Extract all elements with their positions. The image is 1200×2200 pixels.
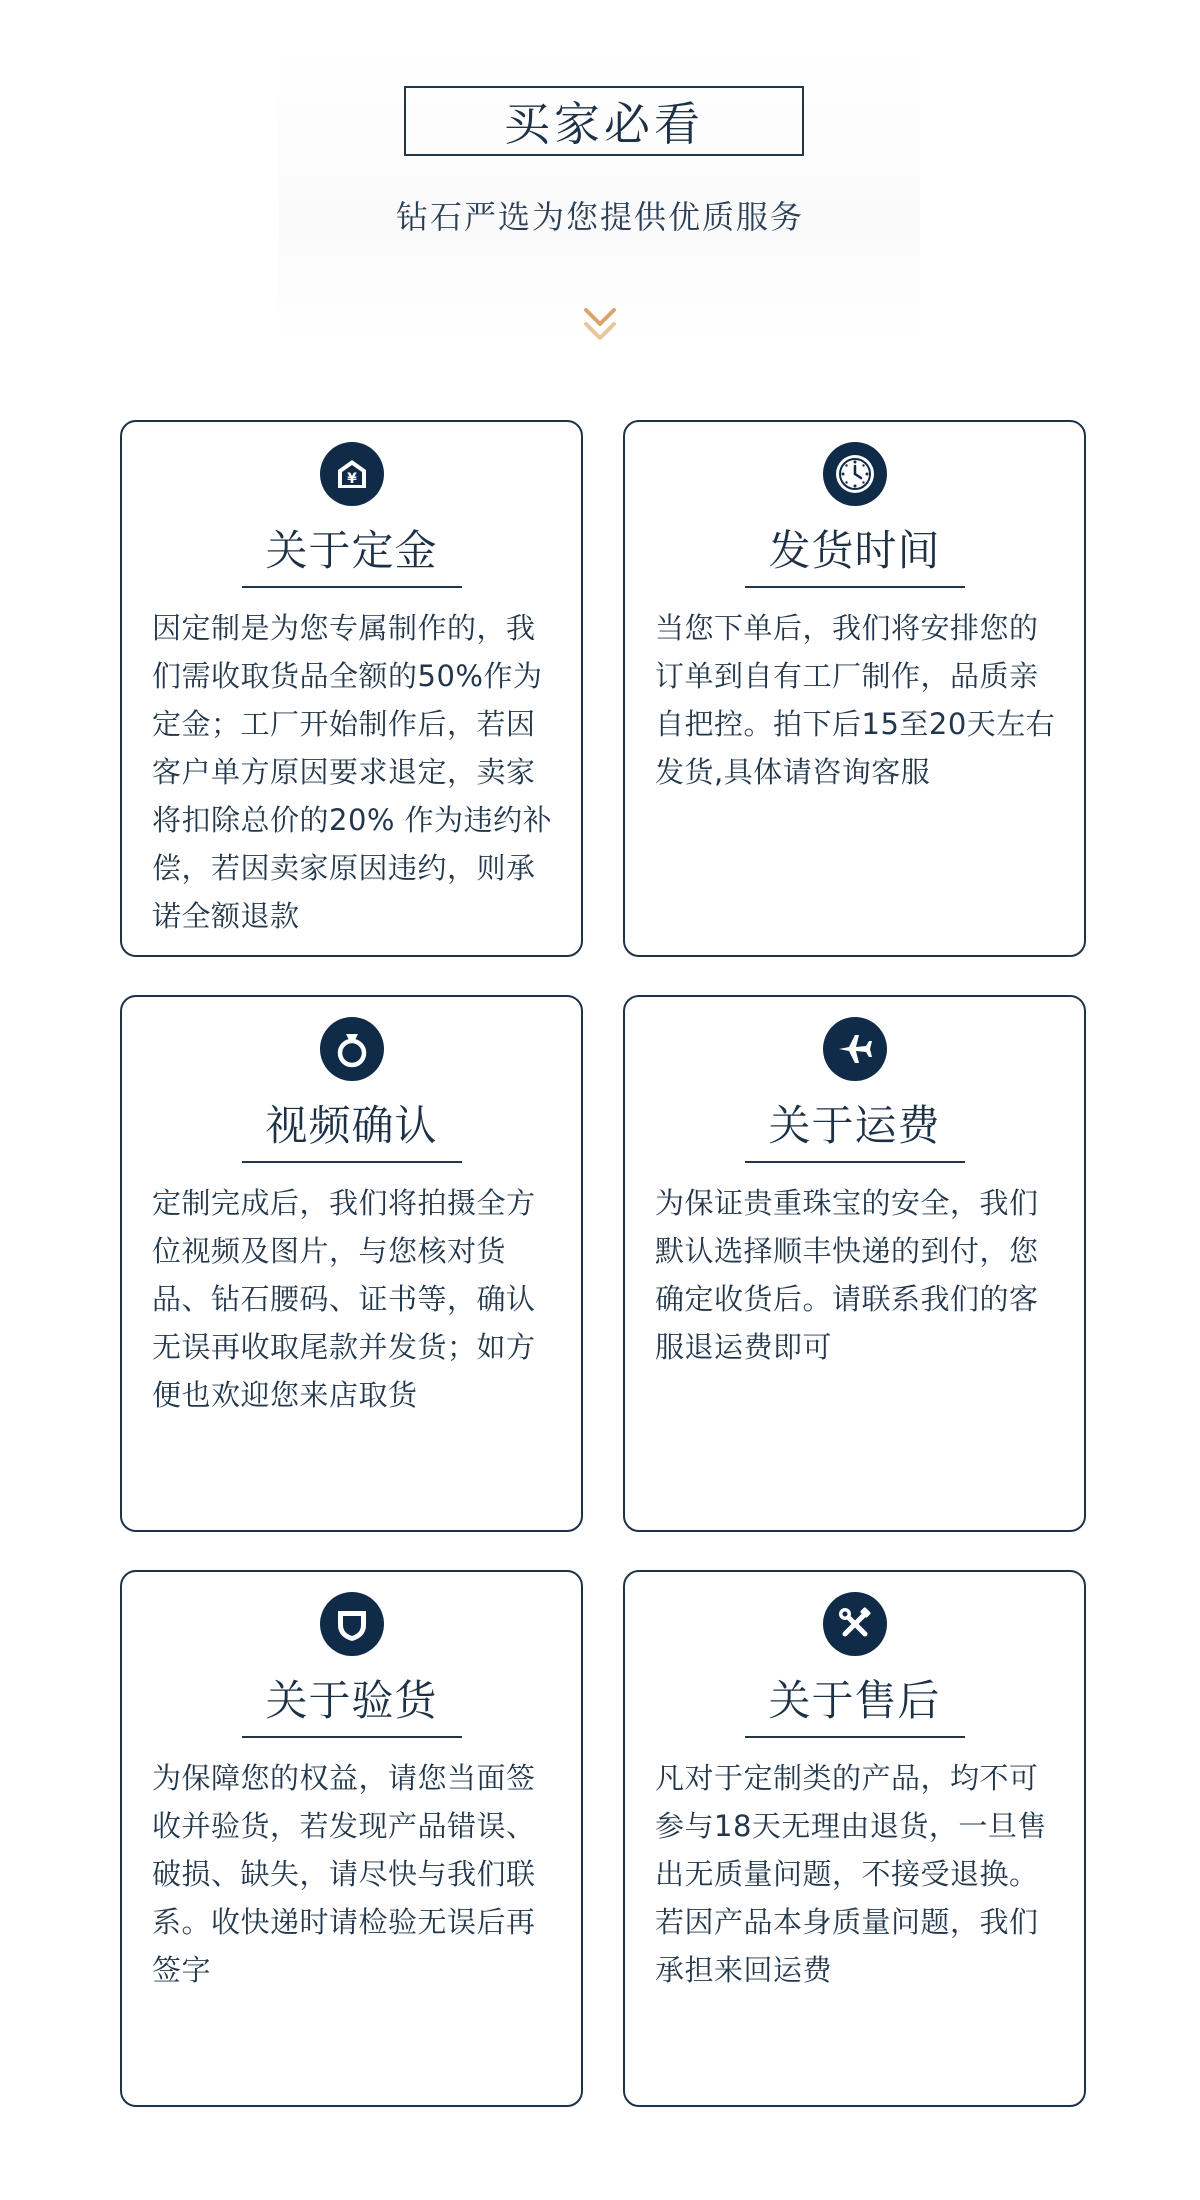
card-title: 发货时间 (768, 526, 941, 575)
tools-icon (823, 1592, 887, 1656)
card-description: 当您下单后，我们将安排您的订单到自有工厂制作，品质亲自把控。拍下后15至20天左右发货,具体请咨询客服 (655, 611, 1056, 789)
card-description: 定制完成后，我们将拍摄全方位视频及图片，与您核对货品、钻石腰码、证书等，确认无误再收取尾款并发货；如方便也欢迎您来店取货 (152, 1186, 536, 1412)
deposit-card (120, 420, 583, 957)
card-description: 因定制是为您专属制作的，我们需收取货品全额的50%作为定金；工厂开始制作后，若因客户单方原因要求退定，卖家将扣除总价的20% 作为违约补偿，若因卖家原因违约，则承诺全额退款 (152, 611, 553, 933)
card-title: 关于定金 (265, 526, 438, 575)
card-description: 为保障您的权益，请您当面签收并验货，若发现产品错误、破损、缺失，请尽快与我们联系。收快递时请检验无误后再签字 (152, 1761, 536, 1987)
money-envelope-icon (320, 442, 384, 506)
svg-text:¥: ¥ (346, 471, 357, 487)
after-sales-card (623, 1570, 1086, 2107)
video-confirm-card (120, 995, 583, 1532)
title-divider (745, 1161, 965, 1163)
card-description: 为保证贵重珠宝的安全，我们默认选择顺丰快递的到付，您确定收货后。请联系我们的客服退运费即可 (655, 1186, 1039, 1364)
title-divider (745, 586, 965, 588)
airplane-icon (823, 1017, 887, 1081)
ring-icon (320, 1017, 384, 1081)
title-divider (745, 1736, 965, 1738)
title-divider (242, 586, 462, 588)
shield-icon (320, 1592, 384, 1656)
card-title: 关于验货 (265, 1676, 438, 1725)
card-title: 关于售后 (768, 1676, 941, 1725)
double-chevron-down-icon (580, 302, 620, 346)
card-title: 视频确认 (265, 1101, 438, 1150)
page-title: 买家必看 (404, 86, 804, 156)
clock-icon (823, 442, 887, 506)
inspection-card (120, 1570, 583, 2107)
card-description: 凡对于定制类的产品，均不可参与18天无理由退货，一旦售出无质量问题，不接受退换。若因产品本身质量问题，我们承担来回运费 (655, 1761, 1047, 1987)
title-divider (242, 1161, 462, 1163)
title-divider (242, 1736, 462, 1738)
card-title: 关于运费 (768, 1101, 941, 1150)
page-subtitle: 钻石严选为您提供优质服务 (395, 198, 804, 236)
freight-card (623, 995, 1086, 1532)
shipping-time-card (623, 420, 1086, 957)
